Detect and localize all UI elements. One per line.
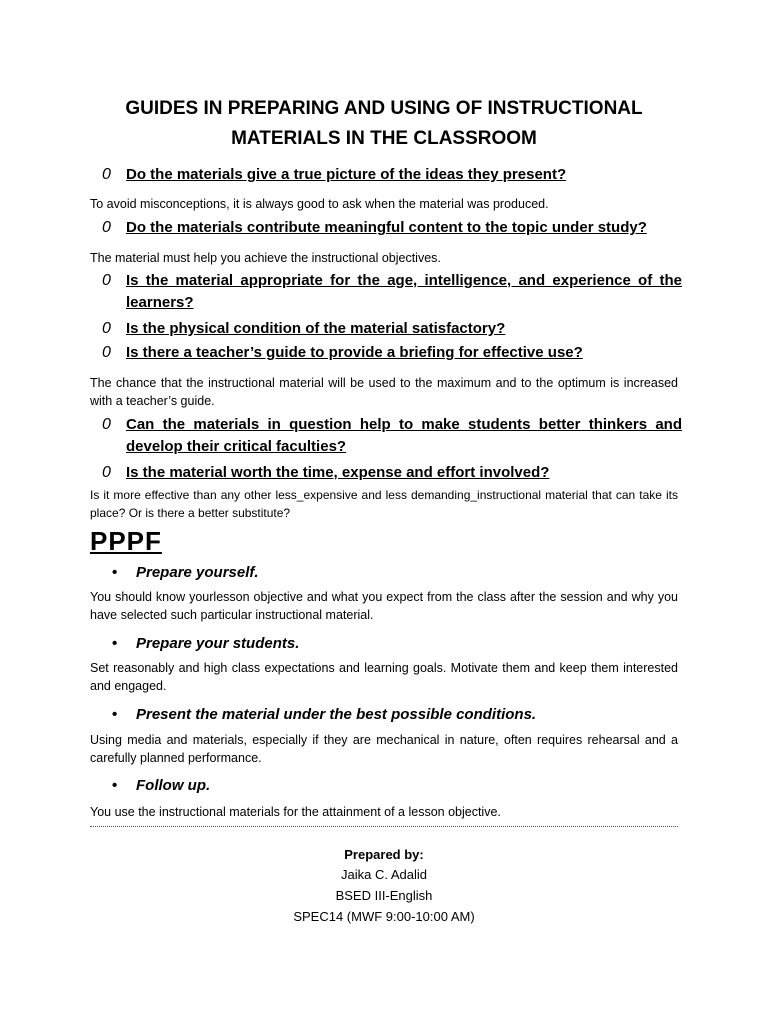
step-label: Prepare your students. [136, 635, 300, 652]
question-marker: 0 [102, 344, 111, 361]
question-marker: 0 [102, 219, 111, 236]
note-4: Is it more effective than any other less_expensive and less demanding_instructional material that can take its place? Or is there a better substitute? [90, 488, 678, 520]
question-3 [102, 270, 682, 314]
bullet-icon: • [112, 706, 118, 723]
author-name: Jaika C. Adalid [341, 867, 427, 882]
note-1: To avoid misconceptions, it is always good to ask when the material was produced. [90, 197, 549, 211]
step-label: Present the material under the best possible conditions. [136, 706, 537, 723]
bullet-icon: • [112, 564, 118, 581]
step-label: Prepare yourself. [136, 564, 259, 581]
question-text: Do the materials give a true picture of the ideas they present? [126, 166, 567, 183]
question-marker: 0 [102, 166, 111, 183]
dotted-divider [90, 826, 678, 827]
question-text: Is the physical condition of the material satisfactory? [126, 320, 506, 337]
step-desc-2: Set reasonably and high class expectations and learning goals. Motivate them and keep them interested and engaged. [90, 661, 678, 693]
question-5 [102, 342, 682, 364]
question-2 [102, 217, 682, 239]
pppf-step-2 [112, 633, 672, 655]
question-text: Is the material appropriate for the age, intelligence, and experience of the learners? [126, 272, 682, 311]
author-course: BSED III-English [335, 888, 433, 903]
document-title: GUIDES IN PREPARING AND USING OF INSTRUCTIONAL MATERIALS IN THE CLASSROOM [125, 98, 643, 149]
pppf-step-4 [112, 775, 672, 797]
step-desc-3: Using media and materials, especially if they are mechanical in nature, often requires rehearsal and a carefully planned performance. [90, 733, 678, 765]
pppf-step-1 [112, 562, 672, 584]
bullet-icon: • [112, 635, 118, 652]
question-text: Can the materials in question help to make students better thinkers and develop their critical faculties? [126, 416, 682, 455]
question-marker: 0 [102, 272, 111, 289]
question-6 [102, 414, 682, 458]
question-marker: 0 [102, 464, 111, 481]
prepared-by-label [234, 844, 534, 866]
question-marker: 0 [102, 416, 111, 433]
question-4 [102, 318, 682, 340]
note-2: The material must help you achieve the instructional objectives. [90, 251, 441, 265]
question-text: Is there a teacher’s guide to provide a briefing for effective use? [126, 344, 583, 361]
prepared-by-text: Prepared by: [344, 847, 424, 862]
step-desc-4: You use the instructional materials for the attainment of a lesson objective. [90, 805, 501, 819]
pppf-heading: PPPF [90, 526, 162, 556]
note-3: The chance that the instructional material will be used to the maximum and to the optimum is increased with a teacher’s guide. [90, 376, 678, 408]
question-7 [102, 462, 682, 484]
question-text: Is the material worth the time, expense and effort involved? [126, 464, 550, 481]
question-text: Do the materials contribute meaningful content to the topic under study? [126, 219, 647, 236]
question-1 [102, 164, 682, 186]
question-marker: 0 [102, 320, 111, 337]
bullet-icon: • [112, 777, 118, 794]
step-desc-1: You should know yourlesson objective and what you expect from the class after the session and why you have selected such particular instructional material. [90, 590, 678, 622]
author-schedule: SPEC14 (MWF 9:00-10:00 AM) [293, 909, 475, 924]
pppf-step-3 [112, 704, 672, 726]
step-label: Follow up. [136, 777, 211, 794]
